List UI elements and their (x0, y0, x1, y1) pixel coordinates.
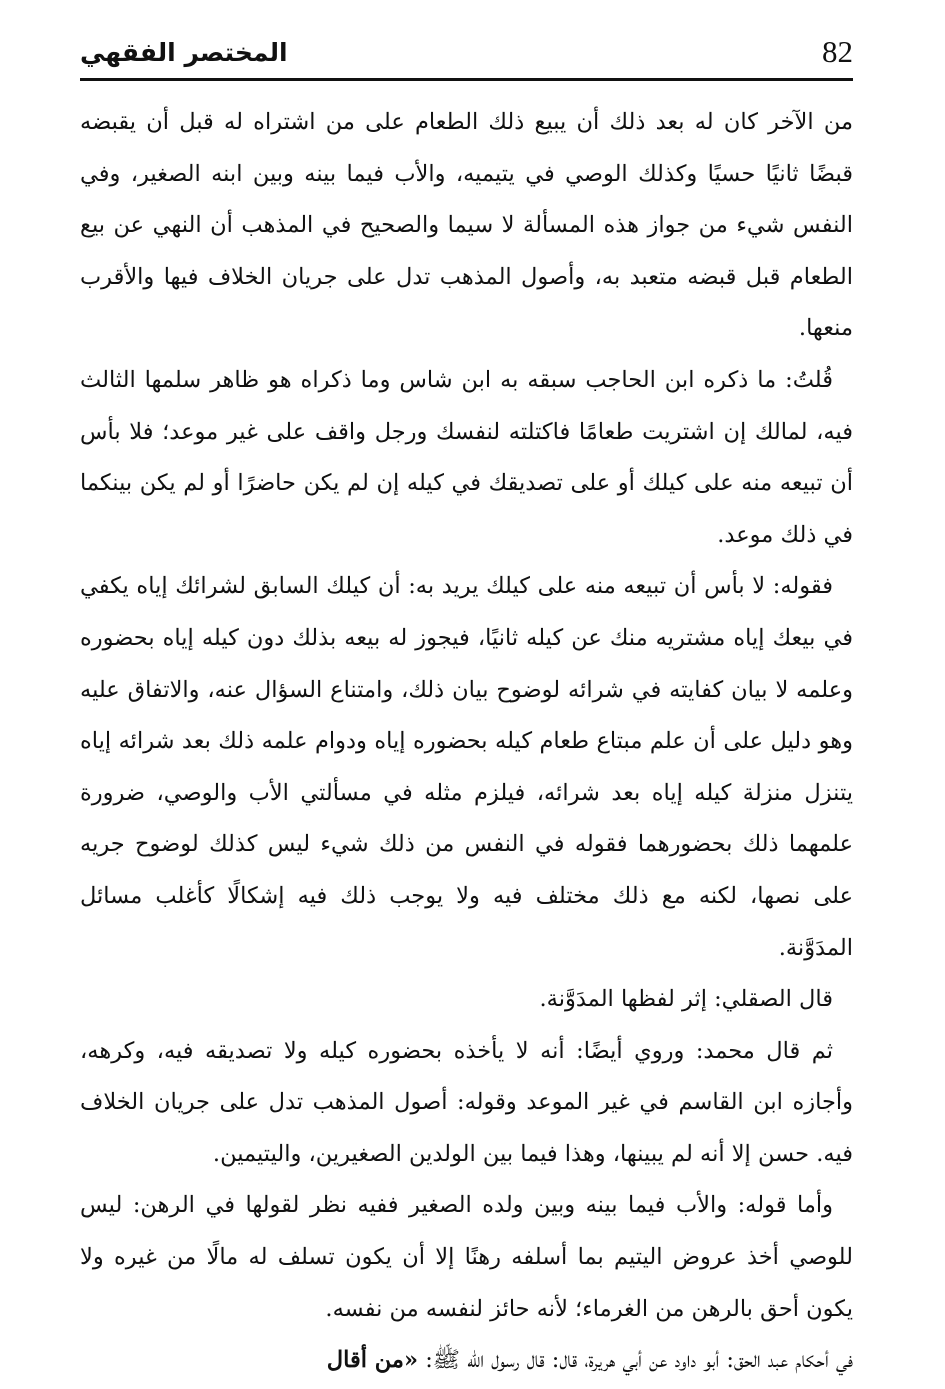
paragraph-5: ثم قال محمد: وروي أيضًا: أنه لا يأخذه بحضوره كيله ولا تصديقه فيه، وكرهه، وأجازه ابن القاسم في غير الموعد وقوله: أصول المذهب تدل على جريان الخلاف فيه. حسن إلا أنه لم يبينها، وهذا فيما بين الولدين الصغيرين، واليتيمين. (80, 1037, 853, 1167)
paragraph-6: وأما قوله: والأب فيما بينه وبين ولده الصغير ففيه نظر لقولها في الرهن: ليس للوصي أخذ عروض اليتيم بما أسلفه رهنًا إلا أن يكون تسلف له مالًا من غيره ولا يكون أحق بالرهن من الغرماء؛ لأنه حائز لنفسه من نفسه. (80, 1192, 853, 1322)
running-title: المختصر الفقهي (80, 38, 288, 67)
page-number: 82 (822, 34, 853, 69)
paragraph-7 (80, 1335, 853, 1387)
paragraph-1: من الآخر كان له بعد ذلك أن يبيع ذلك الطعام على من اشتراه له قبل أن يقبضه قبضًا ثانيًا حسيًا وكذلك الوصي في يتيميه، والأب فيما بينه وبين ابنه الصغير، وفي النفس شيء من جواز هذه المسألة لا سيما والصحيح في المذهب أن النهي عن بيع الطعام قبل قبضه متعبد به، وأصول المذهب تدل على جريان الخلاف فيها والأقرب منعها. (80, 109, 853, 342)
paragraph-7-text: في أحكام عبد الحق: أبو داود عن أبي هريرة، قال: قال رسول الله ﷺ: (425, 1347, 853, 1374)
page-header (80, 30, 853, 81)
paragraph-2: قُلتُ: ما ذكره ابن الحاجب سبقه به ابن شاس وما ذكراه هو ظاهر سلمها الثالث فيه، لمالك إن اشتريت طعامًا فاكتلته لنفسك ورجل واقف على غير موعد؛ فلا بأس أن تبيعه منه على كيلك أو على تصديقك في كيله إن لم يكن حاضرًا أو لم يكن بينكما في ذلك موعد. (80, 366, 853, 548)
hadith-quote-start: «من أقال (326, 1347, 419, 1374)
paragraph-3: فقوله: لا بأس أن تبيعه منه على كيلك يريد به: أن كيلك السابق لشرائك إياه يكفي في بيعك إياه مشتريه منك عن كيله ثانيًا، فيجوز له بيعه بذلك دون كيله إياه بحضوره وعلمه لا بيان كفايته في شرائه لوضوح بيان ذلك، وامتناع السؤال عنه، والاتفاق عليه وهو دليل على أن علم مبتاع طعام كيله بحضوره إياه ودوام علمه ذلك بعد شرائه إياه يتنزل منزلة كيله إياه بعد شرائه، فيلزم مثله في مسألتي الأب والوصي، ضرورة علمهما ذلك بحضورهما فقوله في النفس من ذلك شيء ليس كذلك لوضوح جريه على نصها، لكنه مع ذلك مختلف فيه ولا يوجب ذلك فيه إشكالًا كأغلب مسائل المدَوَّنة. (80, 573, 853, 961)
paragraph-4: قال الصقلي: إثر لفظها المدَوَّنة. (539, 986, 833, 1013)
page-body (80, 97, 853, 1387)
